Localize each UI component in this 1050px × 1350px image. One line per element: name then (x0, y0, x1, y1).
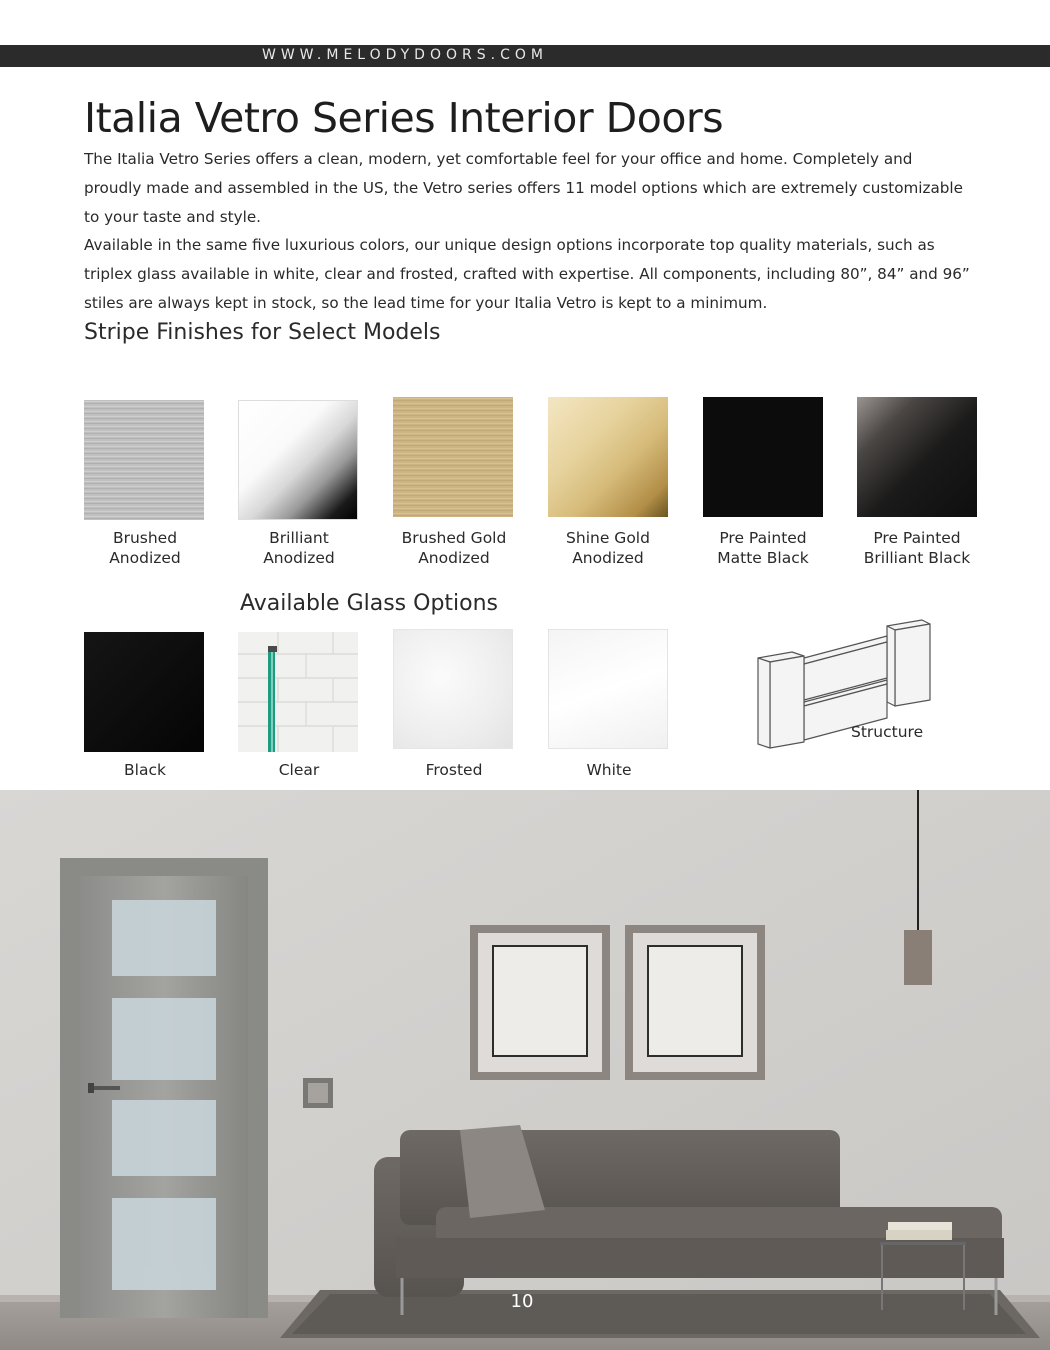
glass-options-heading: Available Glass Options (240, 591, 499, 616)
finish-label: Shine Gold Anodized (566, 529, 650, 567)
intro-paragraph: The Italia Vetro Series offers a clean, modern, yet comfortable feel for your office and home. Completely and proudly made and assembled in the US, the Vetro series offers 11 model options which are extremely customizable to your taste and style. (84, 150, 963, 226)
clear-glass-illustration (238, 632, 358, 752)
finish-label: Brilliant Anodized (263, 529, 335, 567)
swatch-glass-frosted (393, 629, 513, 749)
finish-label: Brushed Anodized (109, 529, 181, 567)
finish-label: Brushed Gold Anodized (401, 529, 507, 567)
swatch-glass-clear (238, 632, 358, 752)
swatch-matte-black (703, 397, 823, 517)
finish-label: Pre Painted Matte Black (717, 529, 809, 567)
swatch-brilliant-black (857, 397, 977, 517)
details-paragraph: Available in the same five luxurious colors, our unique design options incorporate top quality materials, such as triplex glass available in white, clear and frosted, crafted with expertise. All components, including 80”, 84” and 96” stiles are always kept in stock, so the lead time for your Italia Vetro is kept to a minimum. (84, 236, 970, 312)
finish-label: Pre Painted Brilliant Black (863, 529, 971, 567)
page-title: Italia Vetro Series Interior Doors (84, 94, 724, 142)
living-room-illustration (0, 790, 1050, 1350)
swatch-brushed-anodized (84, 400, 204, 520)
page-number: 10 (510, 1291, 534, 1312)
website-url: WWW.MELODYDOORS.COM (262, 47, 548, 63)
swatch-brilliant-anodized (238, 400, 358, 520)
structure-label: Structure (851, 723, 924, 741)
room-scene-image (0, 790, 1050, 1350)
swatch-glass-white (548, 629, 668, 749)
glass-label: White (586, 761, 632, 779)
glass-label: Black (124, 761, 166, 779)
swatch-brushed-gold-anodized (393, 397, 513, 517)
stripe-finishes-heading: Stripe Finishes for Select Models (84, 320, 441, 345)
swatch-shine-gold-anodized (548, 397, 668, 517)
header-bar (0, 45, 1050, 67)
glass-label: Clear (278, 761, 320, 779)
swatch-glass-black (84, 632, 204, 752)
glass-label: Frosted (425, 761, 483, 779)
